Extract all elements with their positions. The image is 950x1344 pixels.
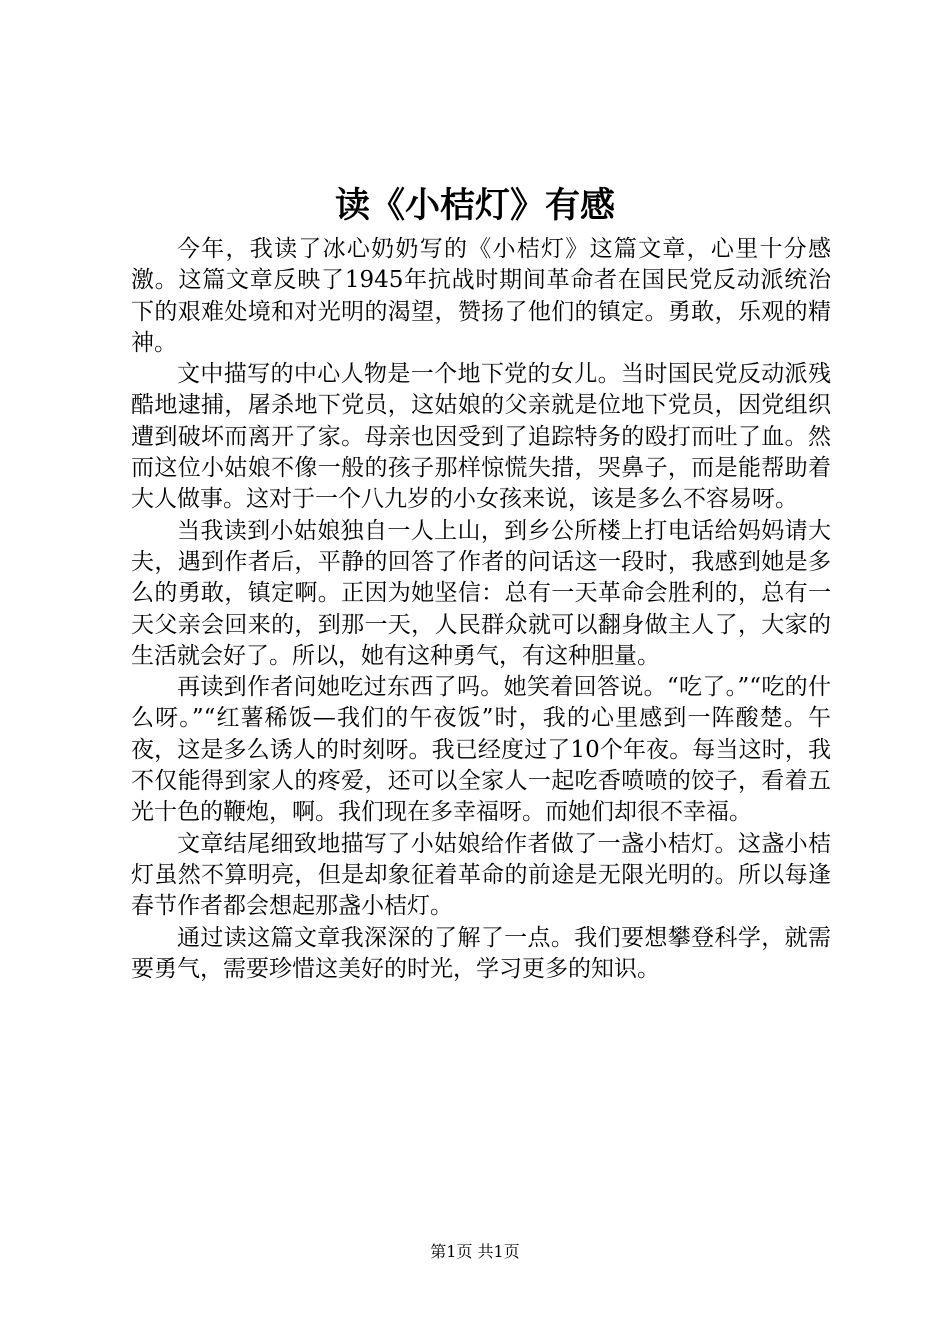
paragraph-4: 再读到作者问她吃过东西了吗。她笑着回答说。“吃了。”“吃的什么呀。”“红薯稀饭—我们的午夜饭”时，我的心里感到一阵酸楚。午夜，这是多么诱人的时刻呀。我已经度过了10个年夜。每当这时，我不仅能得到家人的疼爱，还可以全家人一起吃香喷喷的饺子，看着五光十色的鞭炮，啊。我们现在多幸福呀。而她们却很不幸福。 bbox=[131, 674, 831, 826]
paragraph-5: 文章结尾细致地描写了小姑娘给作者做了一盏小桔灯。这盏小桔灯虽然不算明亮，但是却象征着革命的前途是无限光明的。所以每逢春节作者都会想起那盏小桔灯。 bbox=[131, 830, 831, 920]
paragraph-1: 今年，我读了冰心奶奶写的《小桔灯》这篇文章，心里十分感激。这篇文章反映了1945年抗战时期间革命者在国民党反动派统治下的艰难处境和对光明的渴望，赞扬了他们的镇定。勇敢，乐观的精神。 bbox=[131, 236, 831, 356]
document-body bbox=[131, 234, 831, 985]
paragraph-3: 当我读到小姑娘独自一人上山，到乡公所楼上打电话给妈妈请大夫，遇到作者后，平静的回答了作者的问话这一段时，我感到她是多么的勇敢，镇定啊。正因为她坚信：总有一天革命会胜利的，总有一天父亲会回来的，到那一天，人民群众就可以翻身做主人了，大家的生活就会好了。所以，她有这种勇气，有这种胆量。 bbox=[131, 517, 831, 669]
page-title: 读《小桔灯》有感 bbox=[334, 185, 615, 226]
page-number: 第1页 共1页 bbox=[430, 1242, 520, 1261]
paragraph-6: 通过读这篇文章我深深的了解了一点。我们要想攀登科学，就需要勇气，需要珍惜这美好的时光，学习更多的知识。 bbox=[131, 924, 831, 982]
paragraph-2: 文中描写的中心人物是一个地下党的女儿。当时国民党反动派残酷地逮捕，屠杀地下党员，这姑娘的父亲就是位地下党员，因党组织遭到破坏而离开了家。母亲也因受到了追踪特务的殴打而吐了血。然而这位小姑娘不像一般的孩子那样惊慌失措，哭鼻子，而是能帮助着大人做事。这对于一个八九岁的小女孩来说，该是多么不容易呀。 bbox=[131, 361, 831, 513]
